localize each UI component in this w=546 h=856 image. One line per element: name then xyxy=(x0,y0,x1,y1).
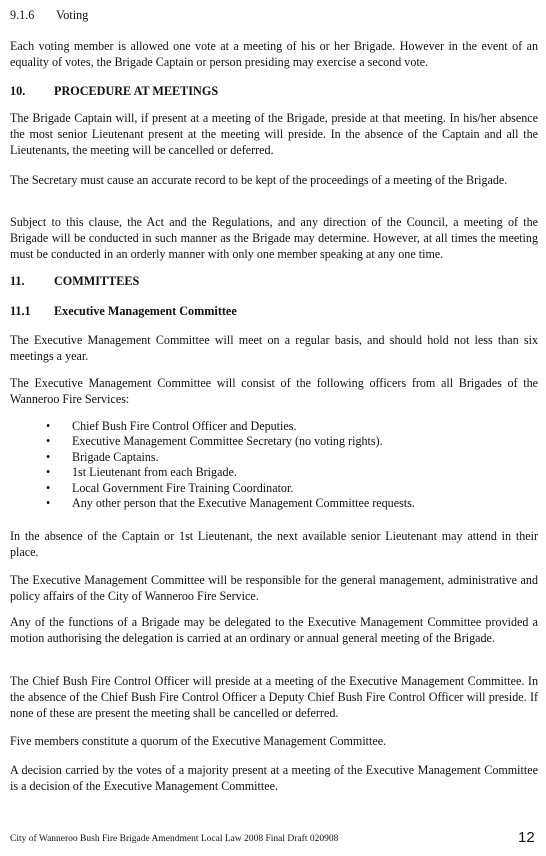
section-11-number: 11. xyxy=(10,274,25,288)
paragraph-11-3: In the absence of the Captain or 1st Lieutenant, the next available senior Lieutenant may attend in their place. xyxy=(10,529,538,559)
officer-list xyxy=(46,419,415,511)
paragraph-11-4: The Executive Management Committee will be responsible for the general management, administrative and policy affairs of the City of Wanneroo Fire Service. xyxy=(10,573,538,603)
list-item: • Local Government Fire Training Coordinator. xyxy=(46,480,294,495)
list-item: • Chief Bush Fire Control Officer and Deputies. xyxy=(46,419,297,433)
bullet-icon: • xyxy=(46,449,51,464)
list-item: • Executive Management Committee Secretary (no voting rights). xyxy=(46,434,383,449)
bullet-icon: • xyxy=(46,419,51,433)
paragraph-10-1: The Brigade Captain will, if present at a meeting of the Brigade, preside at that meeting. In his/her absence the most senior Lieutenant present at the meeting will preside. In the absence of the Captain and all the Lieutenants, the meeting will be cancelled or deferred. xyxy=(10,111,538,157)
paragraph-11-8: A decision carried by the votes of a majority present at a meeting of the Executive Management Committee is a decision of the Executive Management Committee. xyxy=(10,763,538,793)
paragraph-11-6: The Chief Bush Fire Control Officer will preside at a meeting of the Executive Management Committee. In the absence of the Chief Bush Fire Control Officer a Deputy Chief Bush Fire Control Officer will preside. If none of these are present the meeting shall be cancelled or deferred. xyxy=(10,674,538,720)
paragraph-10-3: Subject to this clause, the Act and the Regulations, and any direction of the Council, a meeting of the Brigade will be conducted in such manner as the Brigade may determine. However, at all times the meeting must be conducted in an orderly manner with only one member speaking at any one time. xyxy=(10,215,538,261)
bullet-icon: • xyxy=(46,465,51,480)
paragraph-11-2: The Executive Management Committee will consist of the following officers from all Brigades of the Wanneroo Fire Services: xyxy=(10,376,538,406)
section-11-1-heading: Executive Management Committee xyxy=(54,304,237,318)
bullet-icon: • xyxy=(46,434,51,449)
bullet-icon: • xyxy=(46,496,51,511)
paragraph-10-2: The Secretary must cause an accurate record to be kept of the proceedings of a meeting of the Brigade. xyxy=(10,173,508,187)
section-11-heading: COMMITTEES xyxy=(54,274,140,288)
section-10-number: 10. xyxy=(10,84,26,98)
list-item: • 1st Lieutenant from each Brigade. xyxy=(46,465,237,480)
section-9-1-6-title: Voting xyxy=(56,8,89,22)
footer-text: City of Wanneroo Bush Fire Brigade Amendment Local Law 2008 Final Draft 020908 xyxy=(10,834,339,844)
paragraph-11-1: The Executive Management Committee will meet on a regular basis, and should hold not less than six meetings a year. xyxy=(10,333,538,363)
section-11-1-number: 11.1 xyxy=(10,304,31,318)
section-9-1-6-number: 9.1.6 xyxy=(10,8,35,22)
page-number: 12 xyxy=(518,829,535,846)
bullet-icon: • xyxy=(46,480,51,495)
paragraph-voting: Each voting member is allowed one vote at a meeting of his or her Brigade. However in the event of an equality of votes, the Brigade Captain or person presiding may exercise a second vote. xyxy=(10,39,538,69)
section-10-heading: PROCEDURE AT MEETINGS xyxy=(54,84,219,98)
list-item: • Any other person that the Executive Management Committee requests. xyxy=(46,496,415,511)
paragraph-11-7: Five members constitute a quorum of the Executive Management Committee. xyxy=(10,734,387,748)
paragraph-11-5: Any of the functions of a Brigade may be delegated to the Executive Management Committee provided a motion authorising the delegation is carried at an ordinary or annual general meeting of the Brigade. xyxy=(10,615,538,645)
list-item: • Brigade Captains. xyxy=(46,449,159,464)
